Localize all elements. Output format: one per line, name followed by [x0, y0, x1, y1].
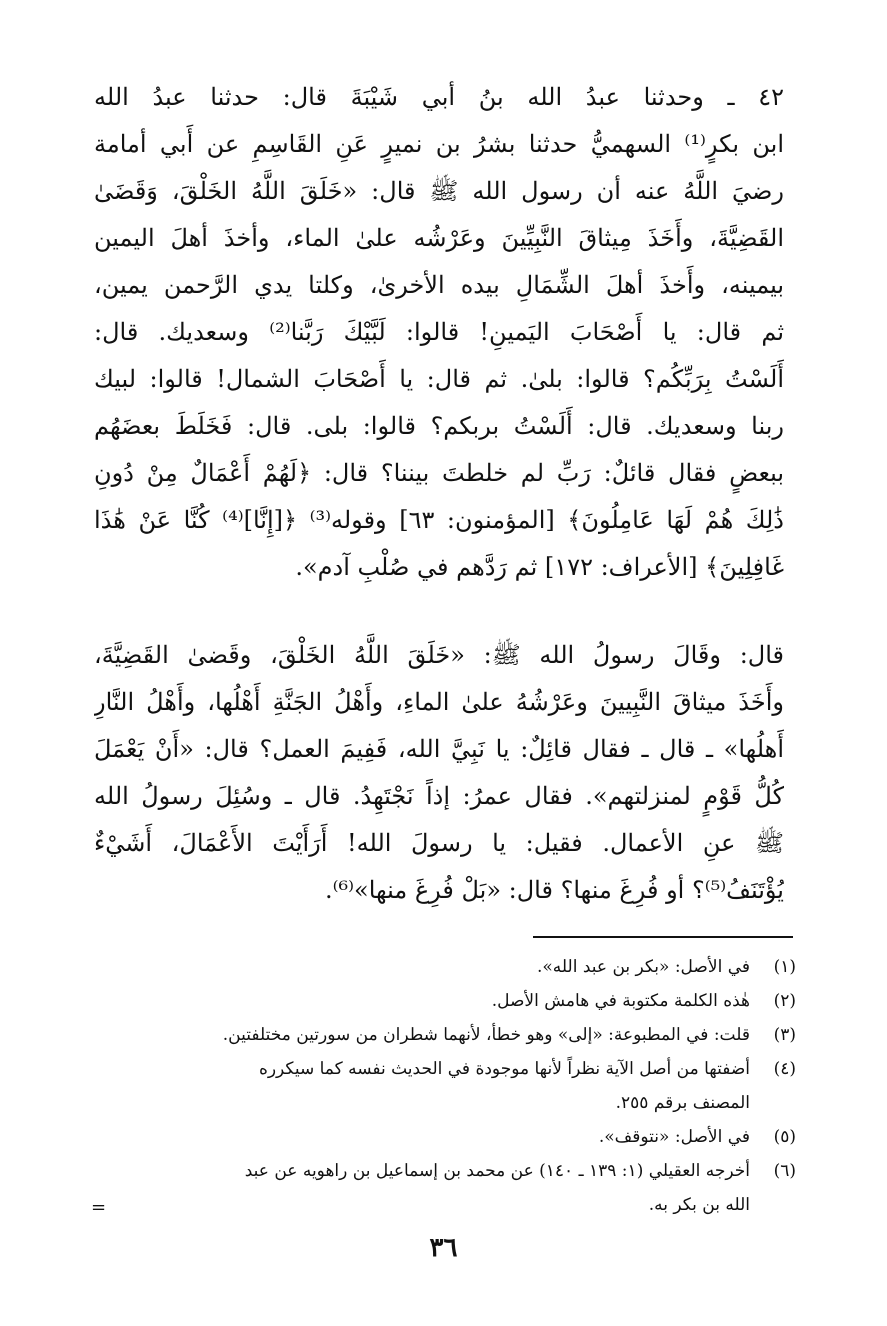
footnote-separator [533, 936, 793, 938]
footnote-text [96, 1052, 750, 1120]
footnote-number: (٢) [773, 991, 796, 1011]
footnote [96, 1052, 796, 1120]
hadith-paragraph-continued [94, 632, 784, 914]
text-line: قال: وقَالَ رسولُ الله ﷺ: «خَلَقَ اللَّهُ الخَلْقَ، وقَضىٰ القَضِيَّةَ، [94, 641, 784, 669]
footnote-line: أخرجه العقيلي (١: ١٣٩ ـ ١٤٠) عن محمد بن إسماعيل بن راهويه عن عبد [244, 1161, 750, 1181]
continuation-mark: = [91, 1197, 107, 1218]
text-line: ٤٢ ـ وحدثنا عبدُ الله بنُ أبي شَيْبَةَ قال: حدثنا عبدُ الله [94, 83, 784, 111]
text-line: كُلُّ قَوْمٍ لمنزلتهم». فقال عمرُ: إذاً نَجْتَهِدُ. قال ـ وسُئِلَ رسولُ الله [94, 782, 784, 810]
text-line: بيمينه، وأَخذَ أهلَ الشِّمَالِ بيده الأخرىٰ، وكلتا يدي الرَّحمن يمين، [94, 271, 784, 299]
footnote-line: في الأصل: «بكر بن عبد الله». [537, 957, 750, 977]
footnotes [96, 950, 796, 1222]
footnote-number: (٣) [773, 1025, 796, 1045]
footnote-number: (٥) [773, 1127, 796, 1147]
text-line: ببعضٍ فقال قائلٌ: رَبِّ لم خلطتَ بيننا؟ قال: ﴿لَهُمْ أَعْمَالٌ مِنْ دُونِ [94, 459, 784, 487]
footnote-line: أضفتها من أصل الآية نظراً لأنها موجودة في الحديث نفسه كما سيكرره [258, 1059, 750, 1079]
footnote [96, 1120, 796, 1154]
text-line: رضيَ اللَّهُ عنه أن رسول الله ﷺ قال: «خَلَقَ اللَّهُ الخَلْقَ، وَقَضَىٰ [94, 177, 784, 205]
text-line: القَضِيَّةَ، وأَخَذَ مِيثاقَ النَّبِيِّينَ وعَرْشُه علىٰ الماء، وأخذَ أهلَ اليمين [94, 224, 784, 252]
footnote-number: (١) [773, 957, 796, 977]
footnote-text [96, 984, 750, 1018]
footnote [96, 1154, 796, 1222]
text-line: ثم قال: يا أَصْحَابَ اليَمينِ! قالوا: لَبَّيْكَ رَبَّنا⁽²⁾ وسعديك. قال: [94, 318, 784, 346]
text-line: وأَخَذَ ميثاقَ النَّبِيينَ وعَرْشُهُ علىٰ الماءِ، وأَهْلُ الجَنَّةِ أَهْلُها، وأَهْلُ النَّارِ [94, 688, 784, 716]
footnote-line: في الأصل: «نتوقف». [598, 1127, 750, 1147]
footnote-line: هٰذه الكلمة مكتوبة في هامش الأصل. [491, 991, 750, 1011]
footnote [96, 950, 796, 984]
footnote-line: المصنف برقم ٢٥٥. [615, 1093, 750, 1113]
footnote-text [96, 950, 750, 984]
footnote-number: (٦) [773, 1161, 796, 1181]
footnote-line: قلت: في المطبوعة: «إلى» وهو خطأ، لأنهما شطران من سورتين مختلفتين. [222, 1025, 750, 1045]
text-line: أَلَسْتُ بِرَبِّكُم؟ قالوا: بلىٰ. ثم قال: يا أَصْحَابَ الشمال! قالوا: لبيك [94, 365, 784, 393]
text-line: يُؤْتَنَفُ⁽⁵⁾؟ أو فُرِغَ منها؟ قال: «بَلْ فُرِغَ منها»⁽⁶⁾. [324, 876, 784, 904]
page-number: ٣٦ [429, 1233, 458, 1263]
footnote-text [96, 1154, 750, 1222]
footnote-text [96, 1018, 750, 1052]
footnote-line: الله بن بكر به. [648, 1195, 750, 1215]
hadith-paragraph-42 [94, 74, 784, 591]
footnote [96, 984, 796, 1018]
text-line: ابن بكرٍ⁽¹⁾ السهميُّ حدثنا بشرُ بن نميرٍ عَنِ القَاسِمِ عن أَبي أمامة [94, 130, 784, 158]
text-line: ﷺ عنِ الأعمال. فقيل: يا رسولَ الله! أَرَأَيْتَ الأَعْمَالَ، أَشَيْءٌ [94, 829, 784, 857]
text-line: ذَٰلِكَ هُمْ لَهَا عَامِلُونَ﴾ [المؤمنون: ٦٣] وقوله⁽³⁾ ﴿[إِنَّا]⁽⁴⁾ كُنَّا عَنْ هَٰذَا [94, 506, 784, 534]
text-line: أَهلُها» ـ قال ـ فقال قائِلٌ: يا نَبِيَّ الله، فَفِيمَ العمل؟ قال: «أَنْ يَعْمَلَ [94, 735, 784, 763]
footnote-number: (٤) [773, 1059, 796, 1079]
footnote [96, 1018, 796, 1052]
text-line: ربنا وسعديك. قال: أَلَسْتُ بربكم؟ قالوا: بلى. قال: فَخَلَطَ بعضَهُم [94, 412, 784, 440]
footnote-text [96, 1120, 750, 1154]
text-line: غَافِلِينَ﴾ [الأعراف: ١٧٢] ثم رَدَّهم في صُلْبِ آدم». [295, 553, 784, 581]
